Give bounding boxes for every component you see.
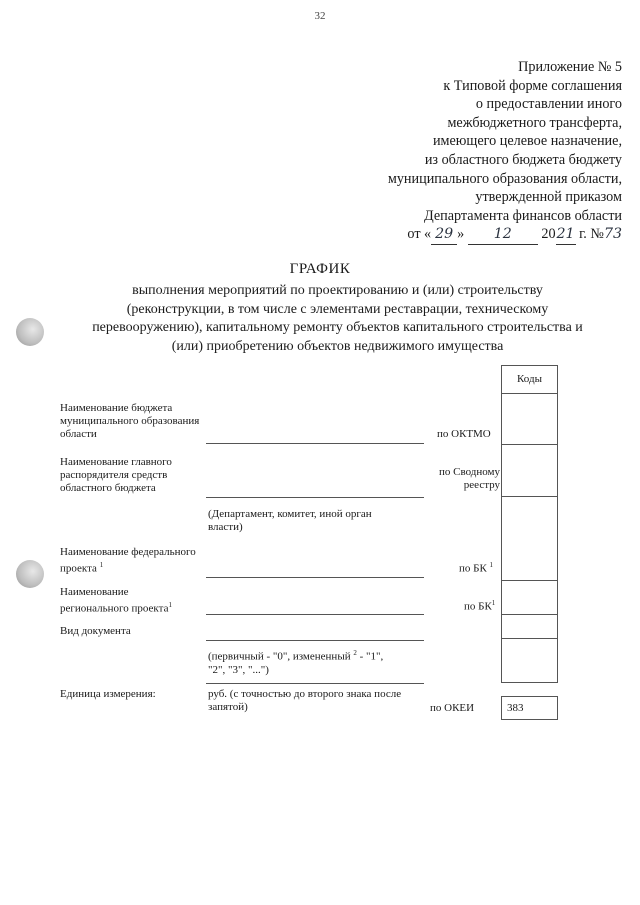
doctype-hint-text: (первичный - "0", измененный: [208, 650, 351, 663]
oktmo-label: по ОКТМО: [437, 428, 491, 440]
unit-value: руб. (с точностью до второго знака после запятой): [208, 688, 402, 713]
date-year: 21: [556, 225, 576, 245]
date-mid: »: [457, 226, 465, 243]
subtitle-line: выполнения мероприятий по проектированию и (или) строительству: [132, 283, 543, 298]
federal-project-text: Наименование федерального проекта: [60, 546, 196, 575]
codes-header-cell: [501, 365, 558, 394]
regional-project-text: Наименование регионального проекта: [60, 586, 169, 615]
date-day: 29: [431, 225, 457, 245]
doctype-hint-text: - "1",: [359, 650, 384, 663]
code-cell-okei: [501, 696, 558, 720]
doctype-hint-text: "2", "3", "..."): [208, 663, 269, 676]
date-year-prefix: 20: [541, 226, 556, 243]
budget-label: Наименование бюджета муниципального образования области: [60, 402, 200, 440]
manager-label: Наименование главного распорядителя средств областного бюджета: [60, 456, 172, 494]
appendix-header: [388, 58, 622, 245]
footnote-mark: 1: [489, 561, 494, 569]
footnote-mark: 1: [168, 601, 172, 609]
code-cell-bk-federal: [501, 580, 558, 615]
appendix-line: Департамента финансов области: [423, 207, 622, 224]
okei-label: по ОКЕИ: [430, 702, 475, 714]
appendix-line: межбюджетного трансферта,: [447, 114, 622, 131]
manager-hint: (Департамент, комитет, иной орган власти): [208, 508, 372, 533]
federal-project-label: [60, 546, 200, 576]
budget-field[interactable]: [206, 443, 424, 444]
appendix-line: имеющего целевое назначение,: [432, 133, 622, 150]
doctype-label: Вид документа: [60, 625, 131, 637]
doctype-hint: [208, 647, 433, 677]
order-date-line: [388, 225, 622, 245]
unit-label: Единица измерения:: [60, 688, 156, 700]
unit-field-line: [206, 683, 424, 684]
bk-text: по БК: [459, 562, 487, 575]
date-prefix: от «: [407, 226, 432, 243]
reestr-label: [420, 466, 500, 492]
code-cell-empty: [501, 496, 558, 581]
document-title: ГРАФИК: [289, 261, 351, 277]
appendix-line: муниципального образования области,: [387, 170, 622, 187]
federal-project-field[interactable]: [206, 577, 424, 578]
appendix-line: утвержденной приказом: [475, 189, 622, 206]
appendix-line: из областного бюджета бюджету: [424, 151, 622, 168]
regional-project-field[interactable]: [206, 614, 424, 615]
appendix-line: Приложение № 5: [518, 59, 622, 75]
bk-label-federal: [459, 559, 493, 576]
manager-field[interactable]: [206, 497, 424, 498]
document-subtitle: [40, 282, 635, 356]
okei-code: 383: [507, 702, 524, 714]
code-cell-oktmo: [501, 392, 558, 445]
order-number: 73: [603, 226, 622, 243]
footnote-mark: 2: [353, 649, 357, 657]
code-cell-doctype: [501, 638, 558, 683]
reestr-label-line: реестру: [463, 479, 500, 491]
date-suffix: г. №: [579, 226, 604, 243]
doctype-field[interactable]: [206, 640, 424, 641]
page-number: 32: [314, 10, 326, 22]
footnote-mark: 1: [99, 561, 104, 569]
appendix-line: к Типовой форме соглашения: [443, 77, 622, 94]
date-month: 12: [468, 225, 538, 245]
regional-project-label: [60, 586, 200, 616]
footnote-mark: 1: [491, 599, 496, 607]
subtitle-line: (или) приобретению объектов недвижимого имущества: [171, 338, 504, 354]
appendix-line: о предоставлении иного: [475, 96, 622, 113]
bk-text: по БК: [464, 600, 492, 613]
subtitle-line: (реконструкции, в том числе с элементами реставрации, техническому: [126, 301, 549, 317]
subtitle-line: перевооружению), капитальному ремонту объектов капитального строительства и: [92, 320, 583, 335]
reestr-label-line: по Сводному: [438, 466, 500, 478]
bk-label-regional: [464, 597, 495, 614]
code-cell-reestr: [501, 444, 558, 497]
punch-hole: [16, 560, 44, 588]
code-cell-bk-regional: [501, 614, 558, 639]
codes-header: Коды: [517, 373, 542, 385]
